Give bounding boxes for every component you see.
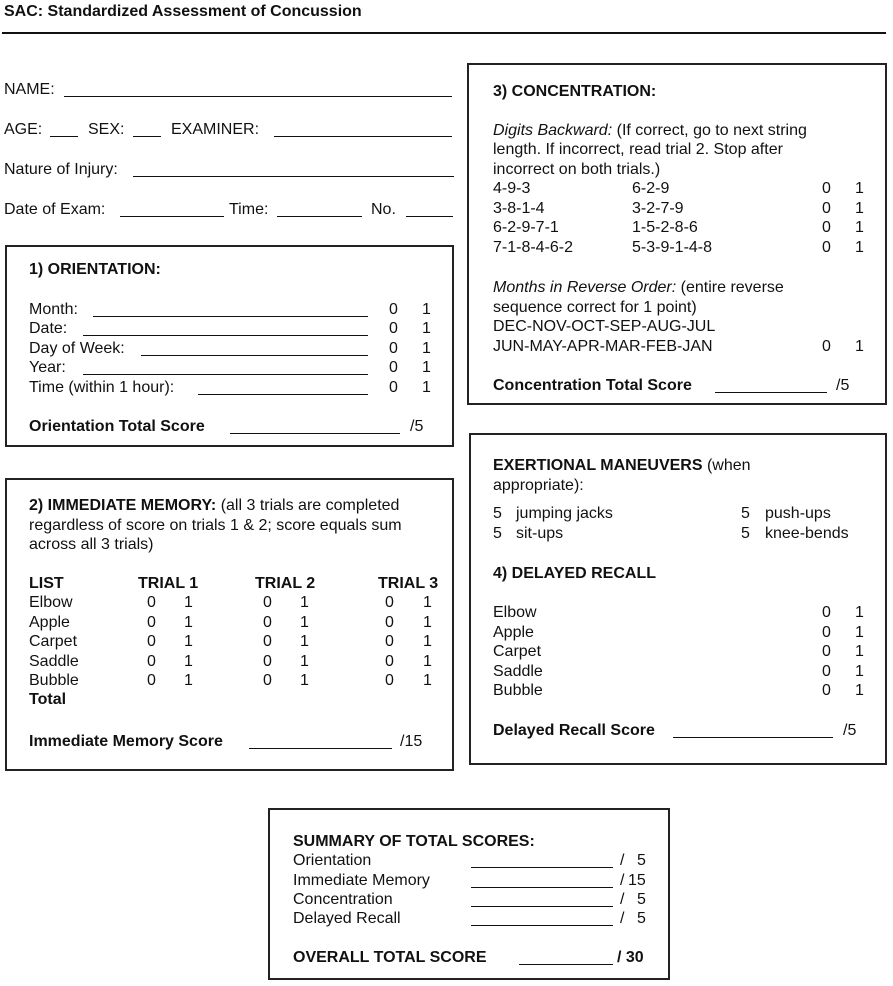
age-label: AGE:	[4, 121, 43, 138]
exertional-item-sit-ups: sit-ups	[516, 525, 564, 542]
overall-total-field[interactable]	[519, 964, 613, 965]
trial-2-score-0[interactable]: 0	[263, 614, 272, 631]
score-0-option[interactable]: 0	[389, 379, 398, 396]
column-header-trial-3: TRIAL 3	[378, 575, 439, 592]
score-0-option[interactable]: 0	[822, 604, 831, 621]
score-1-option[interactable]: 1	[855, 239, 864, 256]
score-0-option[interactable]: 0	[822, 682, 831, 699]
concentration-total-field[interactable]	[715, 392, 827, 393]
exertional-note: (when	[706, 457, 751, 474]
exertional-count: 5	[493, 525, 502, 542]
orientation-month-field[interactable]	[93, 316, 368, 317]
word-saddle: Saddle	[493, 663, 543, 680]
digits-backward-label: Digits Backward:	[493, 122, 613, 139]
orientation-item-label: Time (within 1 hour):	[29, 379, 175, 396]
orientation-year-field[interactable]	[83, 374, 368, 375]
orientation-item-label: Year:	[29, 359, 66, 376]
summary-row-label: Immediate Memory	[293, 872, 430, 889]
exertional-item-jumping-jacks: jumping jacks	[516, 505, 613, 522]
score-0-option[interactable]: 0	[822, 643, 831, 660]
summary-row-slash: /	[620, 872, 625, 889]
date-of-exam-label: Date of Exam:	[4, 201, 106, 218]
trial-1-score-0[interactable]: 0	[147, 614, 156, 631]
digit-string-trial-2: 6-2-9	[632, 180, 670, 197]
concentration-heading: 3) CONCENTRATION:	[493, 83, 657, 100]
sex-field[interactable]	[133, 136, 161, 137]
digit-string-trial-2: 5-3-9-1-4-8	[632, 239, 713, 256]
digits-backward-note: (If correct, go to next string	[616, 122, 807, 139]
exertional-heading: EXERTIONAL MANEUVERS	[493, 457, 703, 474]
trial-1-score-0[interactable]: 0	[147, 653, 156, 670]
score-0-option[interactable]: 0	[389, 301, 398, 318]
orientation-item-label: Date:	[29, 320, 68, 337]
trial-2-score-0[interactable]: 0	[263, 672, 272, 689]
immediate-memory-score-field[interactable]	[249, 748, 392, 749]
trial-1-score-0[interactable]: 0	[147, 633, 156, 650]
summary-row-label: Delayed Recall	[293, 910, 401, 927]
exertional-heading-line	[493, 457, 751, 475]
trial-3-score-0[interactable]: 0	[385, 594, 394, 611]
summary-row-max: 5	[637, 852, 646, 869]
immediate-memory-section	[5, 478, 454, 771]
delayed-recall-score-label: Delayed Recall Score	[493, 722, 655, 739]
trial-3-score-1[interactable]: 1	[423, 594, 432, 611]
word-bubble: Bubble	[493, 682, 543, 699]
score-0-option[interactable]: 0	[822, 180, 831, 197]
digit-string-trial-2: 1-5-2-8-6	[632, 219, 698, 236]
digit-string-trial-2: 3-2-7-9	[632, 200, 684, 217]
summary-row-slash: /	[620, 910, 625, 927]
immediate-memory-score-max: /15	[400, 733, 423, 750]
score-0-option[interactable]: 0	[822, 219, 831, 236]
date-of-exam-field[interactable]	[120, 216, 224, 217]
column-header-trial-1: TRIAL 1	[138, 575, 199, 592]
trial-1-score-0[interactable]: 0	[147, 594, 156, 611]
concentration-section	[467, 63, 887, 405]
summary-immediate-memory-field[interactable]	[471, 887, 613, 888]
summary-concentration-field[interactable]	[471, 906, 613, 907]
no-label: No.	[371, 201, 396, 218]
score-1-option[interactable]: 1	[855, 624, 864, 641]
score-1-option[interactable]: 1	[855, 338, 864, 355]
trial-1-score-1[interactable]: 1	[184, 614, 193, 631]
score-0-option[interactable]: 0	[389, 340, 398, 357]
trial-2-score-1[interactable]: 1	[300, 672, 309, 689]
digit-string-trial-1: 7-1-8-4-6-2	[493, 239, 574, 256]
trial-2-score-1[interactable]: 1	[300, 653, 309, 670]
exertional-count: 5	[741, 505, 750, 522]
score-1-option[interactable]: 1	[855, 604, 864, 621]
summary-row-max: 5	[637, 891, 646, 908]
score-1-option[interactable]: 1	[855, 219, 864, 236]
digit-string-trial-1: 4-9-3	[493, 180, 531, 197]
score-0-option[interactable]: 0	[822, 239, 831, 256]
word-carpet: Carpet	[29, 633, 78, 650]
months-reverse-note: (entire reverse	[680, 279, 784, 296]
time-field[interactable]	[277, 216, 362, 217]
summary-row-label: Concentration	[293, 891, 393, 908]
orientation-total-field[interactable]	[230, 433, 400, 434]
months-sequence-line-1: DEC-NOV-OCT-SEP-AUG-JUL	[493, 318, 716, 335]
trial-3-score-1[interactable]: 1	[423, 653, 432, 670]
trial-3-score-0[interactable]: 0	[385, 653, 394, 670]
orientation-time-field[interactable]	[198, 394, 368, 395]
summary-section	[268, 808, 670, 980]
trial-3-score-1[interactable]: 1	[423, 672, 432, 689]
score-0-option[interactable]: 0	[822, 200, 831, 217]
summary-orientation-field[interactable]	[471, 867, 613, 868]
digit-string-trial-1: 3-8-1-4	[493, 200, 545, 217]
exertional-note: appropriate):	[493, 477, 584, 494]
score-1-option[interactable]: 1	[422, 301, 431, 318]
summary-row-slash: /	[620, 891, 625, 908]
delayed-recall-score-field[interactable]	[673, 737, 833, 738]
score-0-option[interactable]: 0	[822, 338, 831, 355]
digit-string-trial-1: 6-2-9-7-1	[493, 219, 559, 236]
orientation-item-label: Month:	[29, 301, 78, 318]
score-0-option[interactable]: 0	[822, 624, 831, 641]
no-field[interactable]	[406, 216, 453, 217]
trial-2-score-0[interactable]: 0	[263, 594, 272, 611]
time-label: Time:	[229, 201, 269, 218]
score-0-option[interactable]: 0	[389, 320, 398, 337]
concentration-total-max: /5	[836, 377, 850, 394]
word-elbow: Elbow	[493, 604, 537, 621]
exertional-item-knee-bends: knee-bends	[765, 525, 849, 542]
exertional-count: 5	[741, 525, 750, 542]
trial-1-score-1[interactable]: 1	[184, 653, 193, 670]
digits-backward-note: length. If incorrect, read trial 2. Stop after	[493, 141, 783, 158]
months-reverse-label: Months in Reverse Order:	[493, 279, 677, 296]
months-sequence-line-2: JUN-MAY-APR-MAR-FEB-JAN	[493, 338, 713, 355]
digits-backward-note: incorrect on both trials.)	[493, 161, 661, 178]
word-apple: Apple	[493, 624, 534, 641]
summary-row-label: Orientation	[293, 852, 372, 869]
age-field[interactable]	[50, 136, 78, 137]
score-1-option[interactable]: 1	[855, 663, 864, 680]
trial-3-score-0[interactable]: 0	[385, 672, 394, 689]
word-saddle: Saddle	[29, 653, 79, 670]
summary-row-max: 5	[637, 910, 646, 927]
name-field[interactable]	[64, 96, 452, 97]
sex-label: SEX:	[88, 121, 125, 138]
trial-1-score-0[interactable]: 0	[147, 672, 156, 689]
trial-3-score-0[interactable]: 0	[385, 633, 394, 650]
trial-3-score-0[interactable]: 0	[385, 614, 394, 631]
overall-total-max: / 30	[617, 949, 644, 966]
column-header-list: LIST	[29, 575, 64, 592]
delayed-recall-heading: 4) DELAYED RECALL	[493, 565, 656, 582]
score-1-option[interactable]: 1	[855, 682, 864, 699]
trial-1-score-1[interactable]: 1	[184, 594, 193, 611]
examiner-label: EXAMINER:	[171, 121, 260, 138]
score-1-option[interactable]: 1	[422, 359, 431, 376]
score-1-option[interactable]: 1	[422, 340, 431, 357]
word-apple: Apple	[29, 614, 70, 631]
trial-1-score-1[interactable]: 1	[184, 633, 193, 650]
concentration-total-label: Concentration Total Score	[493, 377, 692, 394]
exertional-count: 5	[493, 505, 502, 522]
score-1-option[interactable]: 1	[855, 200, 864, 217]
injury-label: Nature of Injury:	[4, 161, 118, 178]
immediate-memory-heading-line	[29, 497, 399, 515]
trial-2-score-1[interactable]: 1	[300, 633, 309, 650]
trial-3-score-1[interactable]: 1	[423, 614, 432, 631]
summary-delayed-recall-field[interactable]	[471, 925, 613, 926]
orientation-total-max: /5	[410, 418, 424, 435]
delayed-recall-score-max: /5	[843, 722, 857, 739]
score-0-option[interactable]: 0	[822, 663, 831, 680]
trial-1-score-1[interactable]: 1	[184, 672, 193, 689]
title-divider	[2, 32, 886, 34]
overall-total-label: OVERALL TOTAL SCORE	[293, 949, 487, 966]
word-carpet: Carpet	[493, 643, 542, 660]
immediate-memory-note: across all 3 trials)	[29, 536, 154, 553]
score-1-option[interactable]: 1	[422, 379, 431, 396]
trial-2-score-0[interactable]: 0	[263, 633, 272, 650]
exertional-item-push-ups: push-ups	[765, 505, 831, 522]
page-title: SAC: Standardized Assessment of Concussion	[4, 3, 362, 20]
orientation-total-label: Orientation Total Score	[29, 418, 205, 435]
orientation-date-field[interactable]	[83, 335, 368, 336]
word-bubble: Bubble	[29, 672, 79, 689]
summary-heading: SUMMARY OF TOTAL SCORES:	[293, 833, 535, 850]
word-elbow: Elbow	[29, 594, 73, 611]
immediate-memory-score-label: Immediate Memory Score	[29, 733, 223, 750]
score-0-option[interactable]: 0	[389, 359, 398, 376]
trial-2-score-1[interactable]: 1	[300, 614, 309, 631]
score-1-option[interactable]: 1	[855, 180, 864, 197]
score-1-option[interactable]: 1	[422, 320, 431, 337]
months-reverse-note: sequence correct for 1 point)	[493, 299, 697, 316]
examiner-field[interactable]	[274, 136, 452, 137]
immediate-memory-note: regardless of score on trials 1 & 2; score equals sum	[29, 517, 402, 534]
orientation-day-field[interactable]	[141, 355, 368, 356]
trial-3-score-1[interactable]: 1	[423, 633, 432, 650]
orientation-heading: 1) ORIENTATION:	[29, 261, 161, 278]
summary-row-max: 15	[628, 872, 646, 889]
orientation-section	[5, 245, 454, 447]
immediate-memory-heading: 2) IMMEDIATE MEMORY:	[29, 497, 217, 514]
digits-backward-instructions	[493, 122, 807, 140]
immediate-memory-note: (all 3 trials are completed	[220, 497, 400, 514]
exertional-delayed-recall-section	[469, 433, 887, 765]
months-reverse-instructions	[493, 279, 784, 297]
trial-2-score-0[interactable]: 0	[263, 653, 272, 670]
total-row-label: Total	[29, 691, 67, 708]
column-header-trial-2: TRIAL 2	[255, 575, 316, 592]
trial-2-score-1[interactable]: 1	[300, 594, 309, 611]
score-1-option[interactable]: 1	[855, 643, 864, 660]
name-label: NAME:	[4, 81, 55, 98]
injury-field[interactable]	[133, 176, 454, 177]
summary-row-slash: /	[620, 852, 625, 869]
orientation-item-label: Day of Week:	[29, 340, 125, 357]
